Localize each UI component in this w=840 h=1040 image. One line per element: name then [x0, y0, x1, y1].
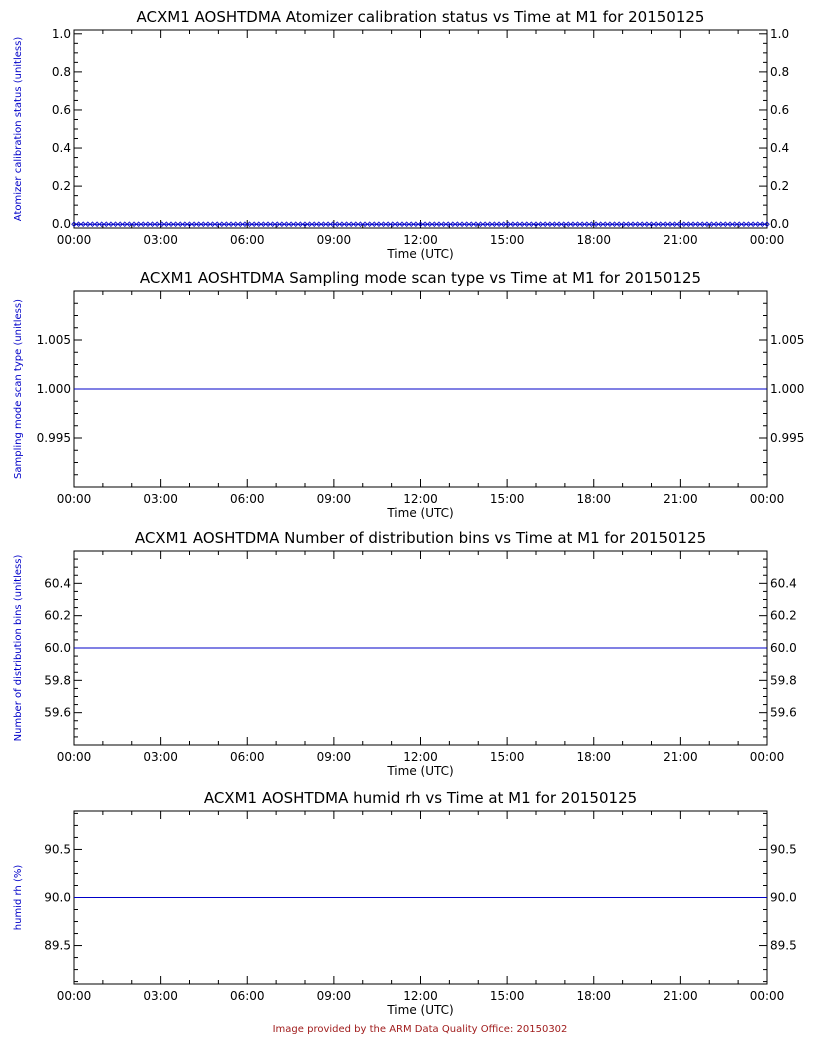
x-tick-label: 06:00 — [229, 492, 265, 506]
y-tick-label-right: 0.6 — [770, 102, 790, 117]
x-tick-label: 00:00 — [749, 750, 785, 764]
y-tick-label-right: 0.995 — [770, 431, 805, 445]
y-tick-label-left: 0.2 — [51, 179, 71, 194]
x-tick-label: 09:00 — [316, 750, 352, 764]
x-axis-label: Time (UTC) — [387, 764, 454, 778]
y-tick-label-left: 1.000 — [36, 382, 71, 396]
y-tick-label-left: 59.6 — [44, 705, 71, 720]
y-tick-label-right: 90.0 — [770, 890, 797, 905]
y-tick-label-left: 0.8 — [51, 64, 71, 79]
x-tick-label: 00:00 — [749, 492, 785, 506]
chart-title: ACXM1 AOSHTDMA Atomizer calibration status vs Time at M1 for 20150125 — [136, 8, 705, 26]
x-tick-label: 06:00 — [229, 233, 265, 247]
x-tick-label: 21:00 — [663, 750, 698, 764]
x-tick-label: 12:00 — [403, 750, 438, 764]
y-tick-label-left: 0.6 — [51, 102, 71, 117]
y-tick-label-left: 0.0 — [51, 217, 71, 232]
y-tick-label-right: 90.5 — [770, 842, 797, 857]
x-tick-label: 18:00 — [576, 492, 612, 506]
x-tick-label: 15:00 — [489, 750, 525, 764]
x-tick-label: 00:00 — [749, 989, 785, 1003]
chart-title: ACXM1 AOSHTDMA humid rh vs Time at M1 for 20150125 — [203, 789, 638, 807]
x-tick-label: 00:00 — [56, 492, 92, 506]
x-tick-label: 15:00 — [489, 989, 525, 1003]
y-tick-label-left: 90.0 — [44, 890, 71, 905]
x-tick-label: 06:00 — [229, 989, 265, 1003]
x-tick-label: 03:00 — [143, 989, 178, 1003]
x-tick-label: 00:00 — [56, 989, 92, 1003]
x-tick-label: 06:00 — [229, 750, 265, 764]
x-tick-label: 00:00 — [56, 233, 92, 247]
x-tick-label: 21:00 — [663, 492, 698, 506]
y-tick-label-left: 90.5 — [44, 842, 71, 857]
footer-credit: Image provided by the ARM Data Quality Office: 20150302 — [272, 1024, 568, 1035]
x-tick-label: 15:00 — [489, 492, 525, 506]
x-tick-label: 09:00 — [316, 989, 352, 1003]
y-axis-label: Sampling mode scan type (unitless) — [13, 299, 24, 479]
chart-title: ACXM1 AOSHTDMA Number of distribution bins vs Time at M1 for 20150125 — [134, 529, 707, 547]
y-tick-label-right: 60.4 — [770, 576, 797, 591]
y-tick-label-left: 1.0 — [51, 26, 71, 41]
x-tick-label: 18:00 — [576, 233, 612, 247]
y-tick-label-right: 0.4 — [770, 141, 790, 156]
x-axis-label: Time (UTC) — [387, 506, 454, 520]
x-axis-label: Time (UTC) — [387, 247, 454, 261]
y-tick-label-left: 1.005 — [36, 333, 71, 347]
y-tick-label-left: 60.2 — [44, 608, 71, 623]
y-axis-label: Number of distribution bins (unitless) — [13, 554, 24, 742]
y-tick-label-left: 60.4 — [44, 576, 71, 591]
y-tick-label-right: 60.2 — [770, 608, 797, 623]
y-tick-label-right: 89.5 — [770, 938, 797, 953]
y-tick-label-right: 1.0 — [770, 26, 790, 41]
y-axis-label: Atomizer calibration status (unitless) — [13, 36, 24, 222]
y-tick-label-right: 0.0 — [770, 217, 790, 232]
plot-frame — [74, 30, 767, 228]
y-tick-label-right: 59.6 — [770, 705, 797, 720]
x-axis-label: Time (UTC) — [387, 1003, 454, 1017]
x-tick-label: 18:00 — [576, 750, 612, 764]
x-tick-label: 21:00 — [663, 233, 698, 247]
y-tick-label-right: 60.0 — [770, 641, 797, 655]
x-tick-label: 03:00 — [143, 750, 178, 764]
x-tick-label: 12:00 — [403, 989, 438, 1003]
y-tick-label-right: 0.8 — [770, 64, 790, 79]
y-tick-label-left: 0.4 — [51, 141, 71, 156]
y-tick-label-right: 0.2 — [770, 179, 790, 194]
x-tick-label: 09:00 — [316, 492, 352, 506]
y-tick-label-left: 0.995 — [36, 431, 71, 445]
x-tick-label: 03:00 — [143, 233, 178, 247]
x-tick-label: 03:00 — [143, 492, 178, 506]
chart-title: ACXM1 AOSHTDMA Sampling mode scan type vs Time at M1 for 20150125 — [139, 269, 702, 287]
x-tick-label: 12:00 — [403, 492, 438, 506]
x-tick-label: 21:00 — [663, 989, 698, 1003]
x-tick-label: 15:00 — [489, 233, 525, 247]
y-axis-label: humid rh (%) — [13, 864, 24, 931]
y-tick-label-right: 59.8 — [770, 673, 797, 688]
y-tick-label-right: 1.005 — [770, 333, 805, 347]
x-tick-label: 09:00 — [316, 233, 352, 247]
x-tick-label: 00:00 — [749, 233, 785, 247]
x-tick-label: 12:00 — [403, 233, 438, 247]
y-tick-label-left: 60.0 — [44, 641, 71, 655]
x-tick-label: 00:00 — [56, 750, 92, 764]
y-tick-label-left: 89.5 — [44, 938, 71, 953]
x-tick-label: 18:00 — [576, 989, 612, 1003]
y-tick-label-right: 1.000 — [770, 382, 805, 396]
y-tick-label-left: 59.8 — [44, 673, 71, 688]
